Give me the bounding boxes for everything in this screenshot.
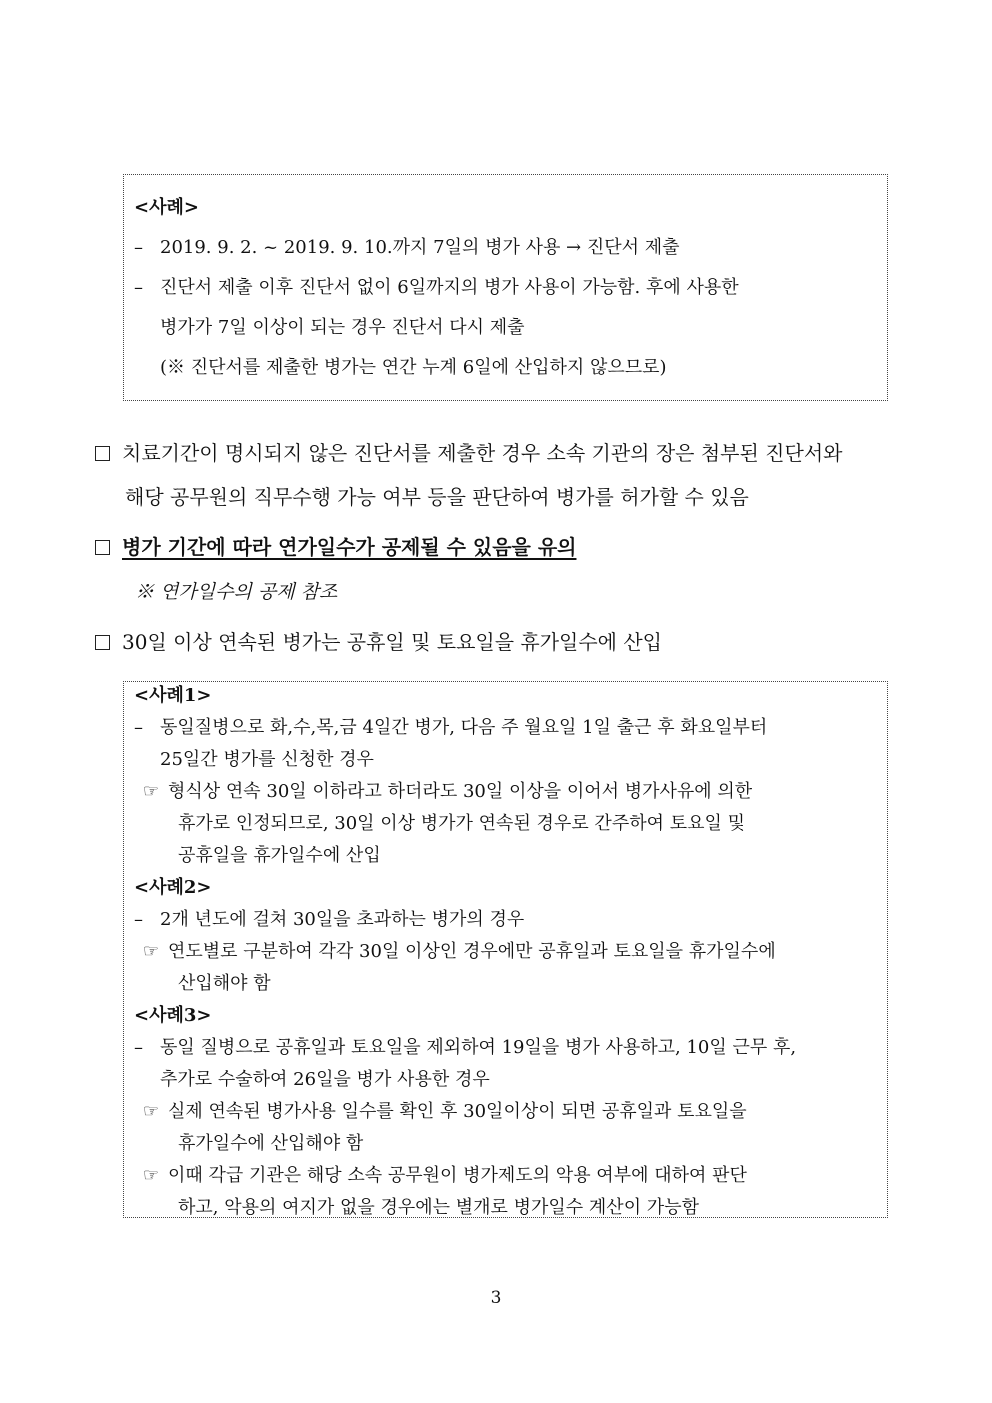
box1-line-2-cont: 병가가 7일 이상이 되는 경우 진단서 다시 제출 [160,317,525,338]
case3-dash-line: – 동일 질병으로 공휴일과 토요일을 제외하여 19일을 병가 사용하고, 10일 근무 후, [134,1037,797,1058]
paragraph-1-line-2: 해당 공무원의 직무수행 가능 여부 등을 판단하여 병가를 허가할 수 있음 [125,485,749,509]
pointing-hand-icon: ☞ [142,781,160,802]
pointing-hand-icon: ☞ [142,941,160,962]
paragraph-2: 병가 기간에 따라 연가일수가 공제될 수 있음을 유의 [95,531,915,560]
case2-dash-line: – 2개 년도에 걸쳐 30일을 초과하는 병가의 경우 [134,909,525,930]
pointing-hand-icon: ☞ [142,1165,160,1186]
case2-hand-line: ☞ 연도별로 구분하여 각각 30일 이상인 경우에만 공휴일과 토요일을 휴가일수에 [134,938,875,970]
case3-hand-line-1: ☞ 실제 연속된 병가사용 일수를 확인 후 30일이상이 되면 공휴일과 토요일을 [134,1098,875,1130]
page-number: 3 [490,1288,502,1308]
paragraph-1-line-1: 치료기간이 명시되지 않은 진단서를 제출한 경우 소속 기관의 장은 첨부된 진단서와 [95,437,915,466]
checkbox-square-icon [95,446,110,461]
case1-title: <사례1> [134,685,212,706]
case3-hand-line-2-cont: 하고, 악용의 여지가 없을 경우에는 별개로 병가일수 계산이 가능함 [178,1197,699,1218]
box1-line-3: (※ 진단서를 제출한 병가는 연간 누계 6일에 산입하지 않으므로) [160,357,667,378]
paragraph-3: 30일 이상 연속된 병가는 공휴일 및 토요일을 휴가일수에 산입 [95,626,915,655]
box1-line-2: – 진단서 제출 이후 진단서 없이 6일까지의 병가 사용이 가능함. 후에 사용한 [134,277,739,298]
case3-hand-line-2: ☞ 이때 각급 기관은 해당 소속 공무원이 병가제도의 악용 여부에 대하여 판단 [134,1162,875,1194]
checkbox-square-icon [95,540,110,555]
case2-hand-line-cont: 산입해야 함 [178,973,271,994]
checkbox-square-icon [95,635,110,650]
case1-dash-line: – 동일질병으로 화,수,목,금 4일간 병가, 다음 주 월요일 1일 출근 후 화요일부터 [134,717,768,738]
example-box-1 [123,174,888,401]
pointing-hand-icon: ☞ [142,1101,160,1122]
example-box-2 [123,681,888,1218]
case2-title: <사례2> [134,877,212,898]
case1-hand-line-cont-2: 공휴일을 휴가일수에 산입 [178,845,381,866]
box1-title: <사례> [134,197,199,218]
case3-dash-line-cont: 추가로 수술하여 26일을 병가 사용한 경우 [160,1069,490,1090]
case3-title: <사례3> [134,1005,212,1026]
case1-dash-line-cont: 25일간 병가를 신청한 경우 [160,749,374,770]
box1-line-1: – 2019. 9. 2. ~ 2019. 9. 10.까지 7일의 병가 사용 → 진단서 제출 [134,237,680,258]
case1-hand-line-cont-1: 휴가로 인정되므로, 30일 이상 병가가 연속된 경우로 간주하여 토요일 및 [178,813,745,834]
reference-note: ※ 연가일수의 공제 참조 [135,581,338,603]
case1-hand-line: ☞ 형식상 연속 30일 이하라고 하더라도 30일 이상을 이어서 병가사유에 의한 [134,778,875,810]
case3-hand-line-1-cont: 휴가일수에 산입해야 함 [178,1133,364,1154]
